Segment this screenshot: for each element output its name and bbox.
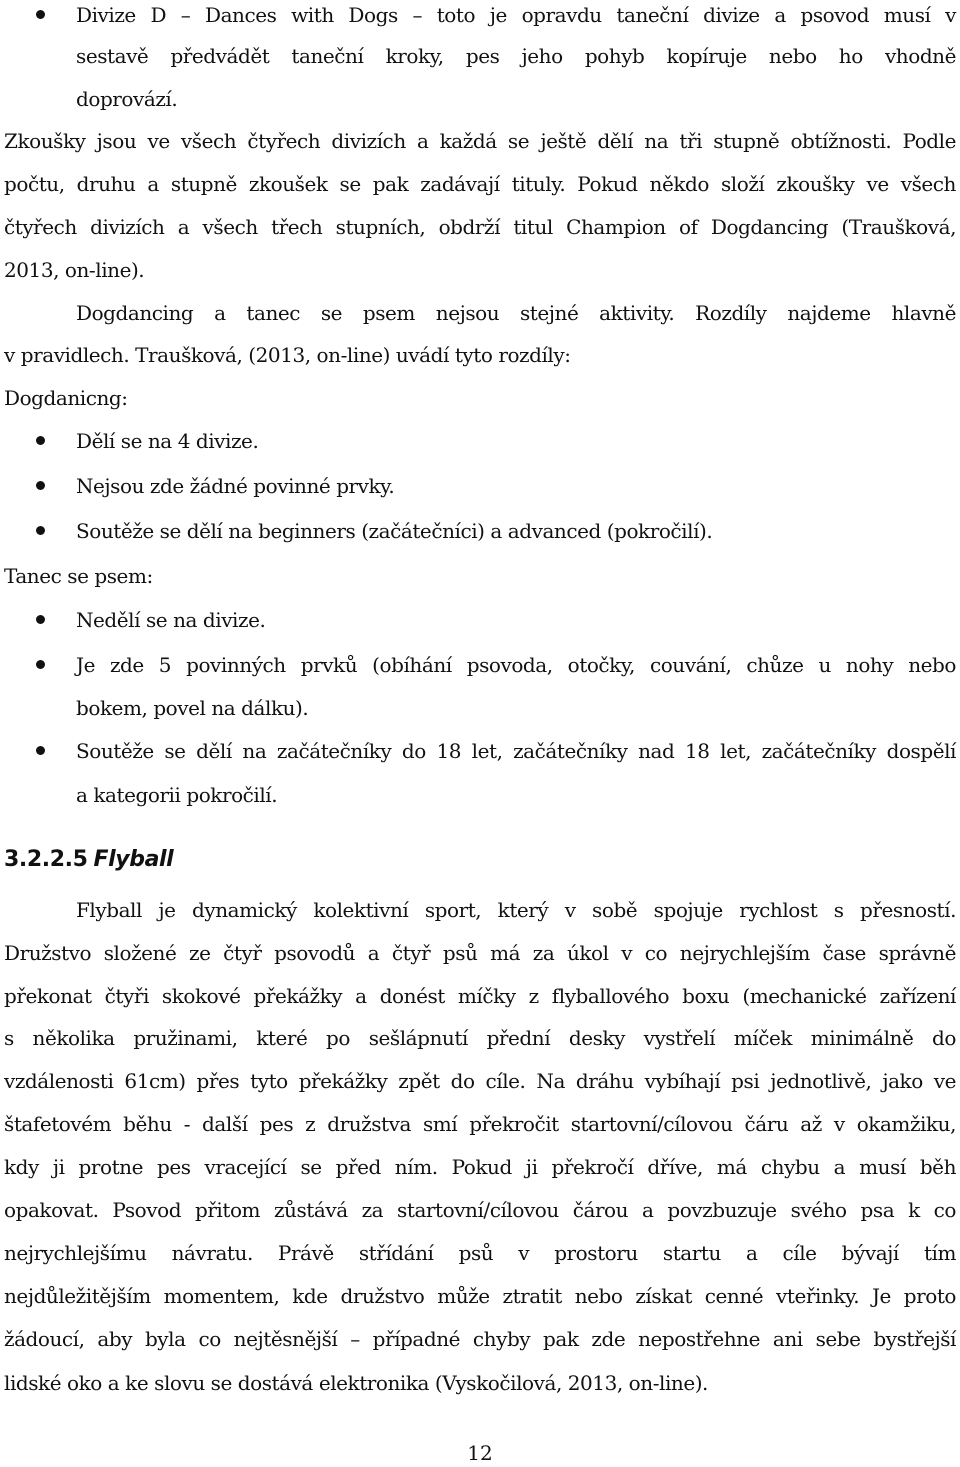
list-item: Je zde 5 povinných prvků (obíhání psovoda, otočky, couvání, chůze u nohy nebo <box>76 653 956 677</box>
text-line: opakovat. Psovod přitom zůstává za startovní/cílovou čárou a povzbuzuje svého psa k co <box>4 1198 956 1222</box>
text-line: lidské oko a ke slovu se dostává elektronika (Vyskočilová, 2013, on-line). <box>4 1371 708 1395</box>
text-line: vzdálenosti 61cm) přes tyto překážky zpět do cíle. Na dráhu vybíhají psi jednotlivě, jako ve <box>4 1069 956 1093</box>
text-line: nejrychlejšímu návratu. Právě střídání psů v prostoru startu a cíle bývají tím <box>4 1241 956 1265</box>
text-line: Dogdancing a tanec se psem nejsou stejné aktivity. Rozdíly najdeme hlavně <box>76 301 956 325</box>
bullet-icon <box>36 615 45 624</box>
list-item: Dělí se na 4 divize. <box>76 429 259 453</box>
bullet-icon <box>36 10 45 19</box>
text-line: žádoucí, aby byla co nejtěsnější – případné chyby pak zde nepostřehne ani sebe bystřejší <box>4 1327 956 1351</box>
text-line: s několika pružinami, které po sešlápnutí přední desky vystřelí míček minimálně do <box>4 1026 956 1050</box>
text-line: Divize D – Dances with Dogs – toto je opravdu taneční divize a psovod musí v <box>76 3 956 27</box>
list-item: Nejsou zde žádné povinné prvky. <box>76 474 395 498</box>
page-number: 12 <box>467 1441 493 1465</box>
list-item: Soutěže se dělí na beginners (začátečníci) a advanced (pokročilí). <box>76 519 713 543</box>
bullet-icon <box>36 436 45 445</box>
list-item: Nedělí se na divize. <box>76 608 266 632</box>
text-line: štafetovém běhu - další pes z družstva smí překročit startovní/cílovou čáru až v okamžiku, <box>4 1112 956 1136</box>
list-item: a kategorii pokročilí. <box>76 783 278 807</box>
bullet-icon <box>36 746 45 755</box>
text-line: počtu, druhu a stupně zkoušek se pak zadávají tituly. Pokud někdo složí zkoušky ve všech <box>4 172 956 196</box>
text-line: 2013, on-line). <box>4 258 145 282</box>
section-number: 3.2.2.5 <box>4 847 88 872</box>
text-line: doprovází. <box>76 87 178 111</box>
text-line: kdy ji protne pes vracející se před ním. Pokud ji překročí dříve, má chybu a musí běh <box>4 1155 956 1179</box>
bullet-icon <box>36 526 45 535</box>
list-item: bokem, povel na dálku). <box>76 696 309 720</box>
list-heading: Dogdanicng: <box>4 386 128 410</box>
text-line: nejdůležitějším momentem, kde družstvo může ztratit nebo získat cenné vteřinky. Je proto <box>4 1284 956 1308</box>
bullet-icon <box>36 481 45 490</box>
text-line: v pravidlech. Traušková, (2013, on-line) uvádí tyto rozdíly: <box>4 343 571 367</box>
bullet-icon <box>36 660 45 669</box>
text-line: sestavě předvádět taneční kroky, pes jeho pohyb kopíruje nebo ho vhodně <box>76 44 956 68</box>
text-line: Družstvo složené ze čtyř psovodů a čtyř psů má za úkol v co nejrychlejším čase správně <box>4 941 956 965</box>
list-item: Soutěže se dělí na začátečníky do 18 let, začátečníky nad 18 let, začátečníky dospělí <box>76 739 956 763</box>
section-title: Flyball <box>93 847 174 872</box>
section-heading <box>4 846 173 874</box>
list-heading: Tanec se psem: <box>4 564 153 588</box>
text-line: Zkoušky jsou ve všech čtyřech divizích a každá se ještě dělí na tři stupně obtížnosti. Podle <box>4 129 956 153</box>
text-line: Flyball je dynamický kolektivní sport, který v sobě spojuje rychlost s přesností. <box>76 898 956 922</box>
text-line: čtyřech divizích a všech třech stupních, obdrží titul Champion of Dogdancing (Traušková, <box>4 215 956 239</box>
text-line: překonat čtyři skokové překážky a donést míčky z flyballového boxu (mechanické zařízení <box>4 984 956 1008</box>
